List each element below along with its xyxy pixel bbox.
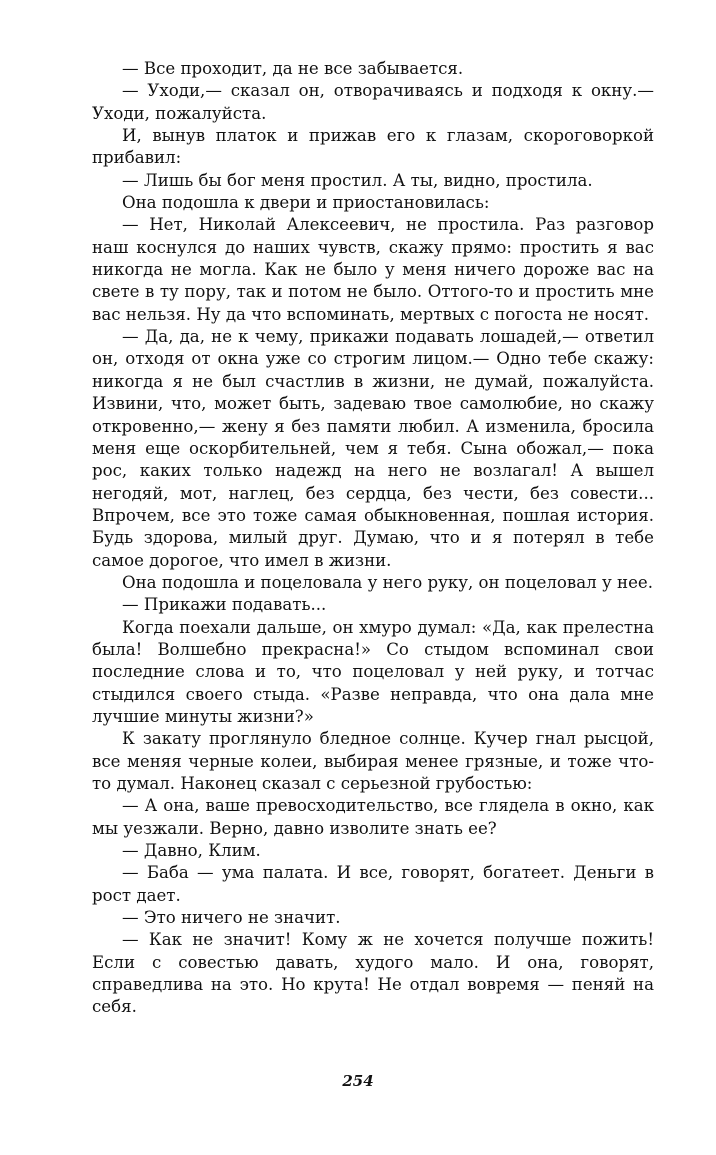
paragraph-1: — Все проходит, да не все забывается. (122, 59, 464, 78)
paragraph-9: — Прикажи подавать... (122, 595, 327, 615)
paragraph-16: — Как не значит! Кому ж не хочется получше пожить! Если с совестью давать, худого мало. И она, говорят, справедлива на это. Но крута! Не отдал вовремя — пеняй на себя. (92, 930, 654, 1017)
paragraph-14: — Баба — ума палата. И все, говорят, богатеет. Деньги в рост дает. (92, 863, 654, 905)
paragraph-4: — Лишь бы бог меня простил. А ты, видно, простила. (122, 170, 593, 190)
page-number: 254 (342, 1072, 374, 1090)
book-page-text (92, 58, 654, 1019)
paragraph-2: — Уходи,— сказал он, отворачиваясь и подходя к окну.— Уходи, пожалуйста. (92, 81, 654, 123)
paragraph-6: — Нет, Николай Алексеевич, не простила. Раз разговор наш коснулся до наших чувств, скажу прямо: простить я вас никогда не могла. Как не было у меня ничего дороже вас на свете в ту пору, так и потом не было. Оттого-то и простить мне вас нельзя. Ну да что вспоминать, мертвых с погоста не носят. (92, 215, 654, 324)
paragraph-5: Она подошла к двери и приостановилась: (122, 193, 490, 213)
paragraph-8: Она подошла и поцеловала у него руку, он поцеловал у нее. (122, 572, 653, 592)
paragraph-3: И, вынув платок и прижав его к глазам, скороговоркой прибавил: (92, 126, 654, 168)
paragraph-13: — Давно, Клим. (122, 841, 261, 861)
paragraph-12: — А она, ваше превосходительство, все глядела в окно, как мы уезжали. Верно, давно изволите знать ее? (92, 796, 654, 838)
paragraph-11: К закату проглянуло бледное солнце. Кучер гнал рысцой, все меняя черные колеи, выбирая менее грязные, и тоже что-то думал. Наконец сказал с серьезной грубостью: (92, 729, 654, 793)
paragraph-10: Когда поехали дальше, он хмуро думал: «Да, как прелестна была! Волшебно прекрасна!» Со стыдом вспоминал свои последние слова и то, что поцеловал у ней руку, и тотчас стыдился своего стыда. «Разве неправда, что она дала мне лучшие минуты жизни?» (92, 617, 654, 726)
paragraph-7: — Да, да, не к чему, прикажи подавать лошадей,— ответил он, отходя от окна уже со строгим лицом.— Одно тебе скажу: никогда я не был счастлив в жизни, не думай, пожалуйста. Извини, что, может быть, задеваю твое самолюбие, но скажу откровенно,— жену я без памяти любил. А изменила, бросила меня еще оскорбительней, чем я тебя. Сына обожал,— пока рос, каких только надежд на него не возлагал! А вышел негодяй, мот, наглец, без сердца, без чести, без совести... Впрочем, все это тоже самая обыкновенная, пошлая история. Будь здорова, милый друг. Думаю, что и я потерял в тебе самое дорогое, что имел в жизни. (92, 327, 654, 570)
paragraph-15: — Это ничего не значит. (122, 908, 341, 928)
